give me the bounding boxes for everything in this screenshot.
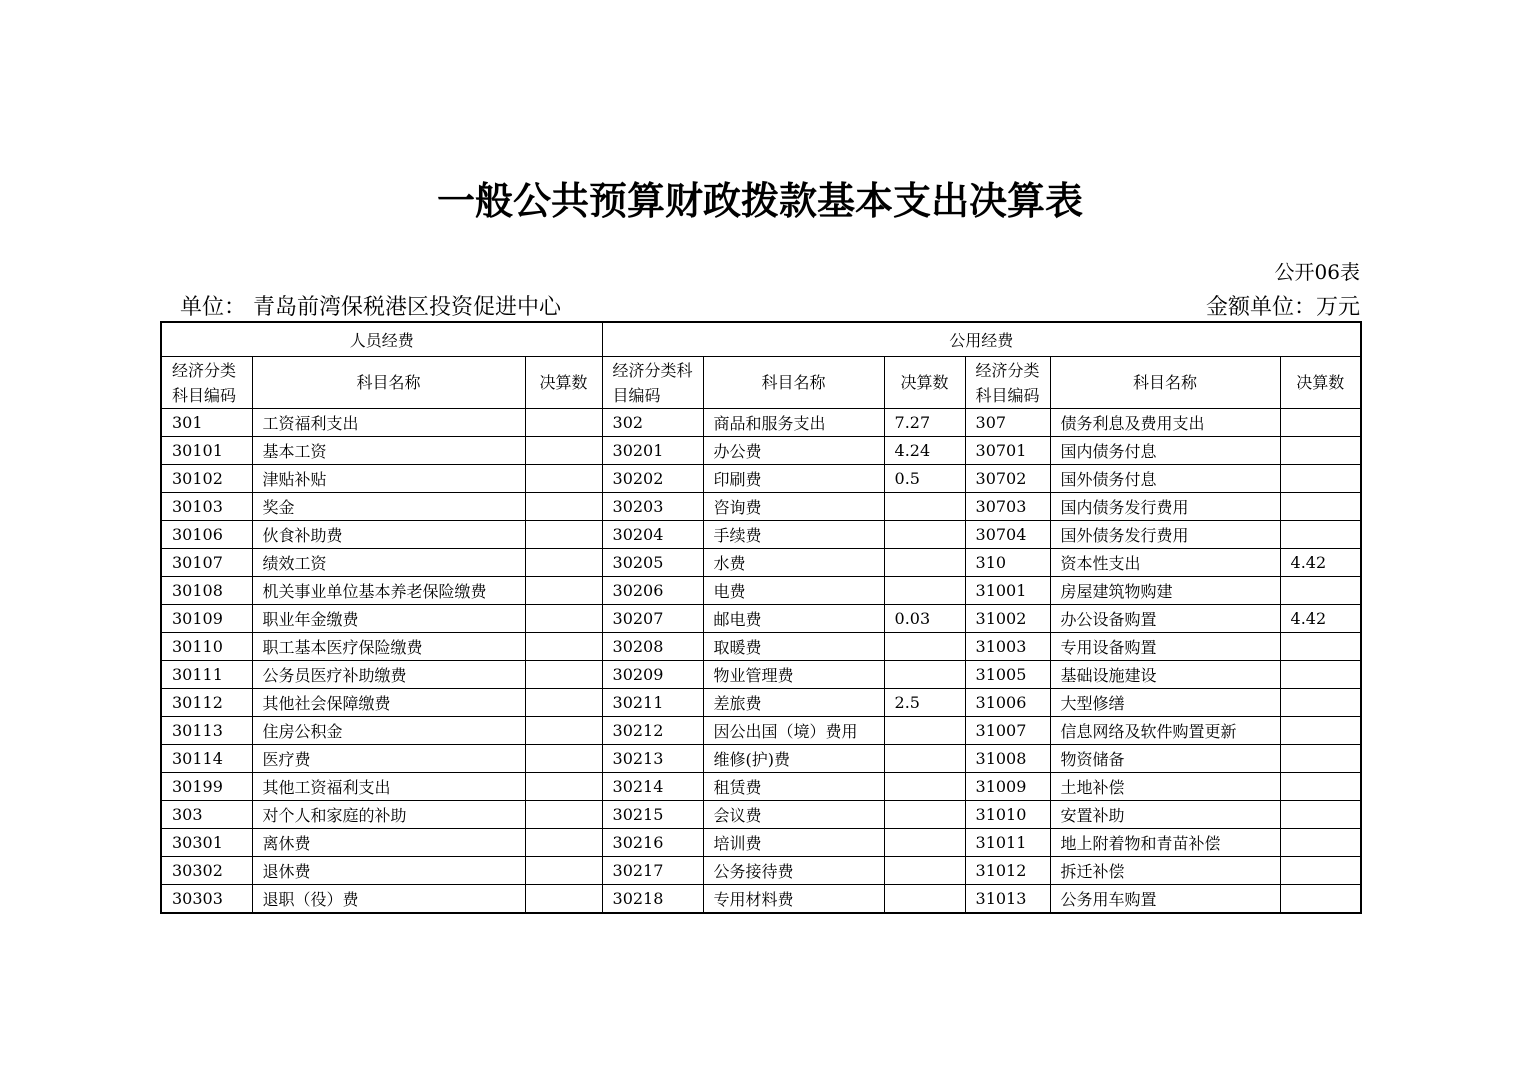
code-cell: 30101 xyxy=(161,437,252,465)
name-cell: 绩效工资 xyxy=(252,549,525,577)
code-cell: 303 xyxy=(161,801,252,829)
code-cell: 31010 xyxy=(965,801,1050,829)
name-cell: 办公设备购置 xyxy=(1050,605,1280,633)
code-cell: 30217 xyxy=(602,857,703,885)
name-cell: 伙食补助费 xyxy=(252,521,525,549)
code-cell: 30110 xyxy=(161,633,252,661)
name-cell: 对个人和家庭的补助 xyxy=(252,801,525,829)
code-cell: 30202 xyxy=(602,465,703,493)
name-cell: 电费 xyxy=(703,577,884,605)
name-cell: 资本性支出 xyxy=(1050,549,1280,577)
group-public: 公用经费 xyxy=(602,322,1361,357)
code-cell: 31001 xyxy=(965,577,1050,605)
name-cell: 公务接待费 xyxy=(703,857,884,885)
amount-cell xyxy=(1280,829,1361,857)
code-cell: 30207 xyxy=(602,605,703,633)
amount-cell xyxy=(1280,801,1361,829)
name-cell: 基本工资 xyxy=(252,437,525,465)
amount-cell xyxy=(1280,689,1361,717)
name-cell: 维修(护)费 xyxy=(703,745,884,773)
name-cell: 退休费 xyxy=(252,857,525,885)
code-cell: 30113 xyxy=(161,717,252,745)
name-cell: 水费 xyxy=(703,549,884,577)
code-cell: 30213 xyxy=(602,745,703,773)
table-row xyxy=(161,493,1361,521)
table-row xyxy=(161,661,1361,689)
name-cell: 因公出国（境）费用 xyxy=(703,717,884,745)
code-cell: 31002 xyxy=(965,605,1050,633)
header-amount: 决算数 xyxy=(884,357,965,409)
amount-cell xyxy=(525,465,602,493)
header-amount: 决算数 xyxy=(1280,357,1361,409)
name-cell: 离休费 xyxy=(252,829,525,857)
name-cell: 债务利息及费用支出 xyxy=(1050,409,1280,437)
amount-cell xyxy=(884,773,965,801)
group-header-row xyxy=(161,322,1361,357)
amount-cell xyxy=(1280,437,1361,465)
code-cell: 30216 xyxy=(602,829,703,857)
name-cell: 租赁费 xyxy=(703,773,884,801)
name-cell: 医疗费 xyxy=(252,745,525,773)
amount-cell xyxy=(525,605,602,633)
amount-cell xyxy=(525,549,602,577)
amount-cell xyxy=(1280,633,1361,661)
amount-cell xyxy=(1280,409,1361,437)
table-row xyxy=(161,689,1361,717)
amount-cell xyxy=(1280,577,1361,605)
name-cell: 差旅费 xyxy=(703,689,884,717)
amount-cell xyxy=(884,577,965,605)
amount-cell xyxy=(1280,885,1361,914)
code-cell: 30112 xyxy=(161,689,252,717)
amount-cell xyxy=(525,801,602,829)
amount-cell xyxy=(525,633,602,661)
code-cell: 31006 xyxy=(965,689,1050,717)
table-row xyxy=(161,465,1361,493)
code-cell: 30209 xyxy=(602,661,703,689)
amount-cell xyxy=(884,521,965,549)
group-personnel: 人员经费 xyxy=(161,322,602,357)
table-body xyxy=(161,409,1361,914)
code-cell: 30109 xyxy=(161,605,252,633)
name-cell: 国内债务付息 xyxy=(1050,437,1280,465)
code-cell: 301 xyxy=(161,409,252,437)
code-cell: 30106 xyxy=(161,521,252,549)
amount-cell xyxy=(525,577,602,605)
code-cell: 30201 xyxy=(602,437,703,465)
code-cell: 30199 xyxy=(161,773,252,801)
amount-cell: 7.27 xyxy=(884,409,965,437)
amount-cell xyxy=(884,549,965,577)
code-cell: 31013 xyxy=(965,885,1050,914)
amount-cell xyxy=(1280,857,1361,885)
table-row xyxy=(161,773,1361,801)
code-cell: 30215 xyxy=(602,801,703,829)
amount-cell xyxy=(525,745,602,773)
amount-cell xyxy=(884,857,965,885)
name-cell: 公务员医疗补助缴费 xyxy=(252,661,525,689)
name-cell: 会议费 xyxy=(703,801,884,829)
name-cell: 国内债务发行费用 xyxy=(1050,493,1280,521)
name-cell: 国外债务付息 xyxy=(1050,465,1280,493)
table-row xyxy=(161,605,1361,633)
header-amount: 决算数 xyxy=(525,357,602,409)
amount-cell xyxy=(1280,465,1361,493)
amount-cell xyxy=(525,885,602,914)
amount-cell xyxy=(1280,521,1361,549)
form-number: 公开06表 xyxy=(1274,260,1360,284)
name-cell: 物资储备 xyxy=(1050,745,1280,773)
amount-cell: 2.5 xyxy=(884,689,965,717)
table-row xyxy=(161,521,1361,549)
code-cell: 30214 xyxy=(602,773,703,801)
name-cell: 奖金 xyxy=(252,493,525,521)
table-row xyxy=(161,885,1361,914)
name-cell: 培训费 xyxy=(703,829,884,857)
name-cell: 取暖费 xyxy=(703,633,884,661)
code-cell: 30206 xyxy=(602,577,703,605)
name-cell: 地上附着物和青苗补偿 xyxy=(1050,829,1280,857)
name-cell: 商品和服务支出 xyxy=(703,409,884,437)
name-cell: 公务用车购置 xyxy=(1050,885,1280,914)
amount-unit: 金额单位：万元 xyxy=(1205,295,1360,320)
amount-cell xyxy=(884,885,965,914)
amount-cell xyxy=(525,661,602,689)
code-cell: 30703 xyxy=(965,493,1050,521)
name-cell: 办公费 xyxy=(703,437,884,465)
amount-cell xyxy=(525,689,602,717)
name-cell: 拆迁补偿 xyxy=(1050,857,1280,885)
name-cell: 物业管理费 xyxy=(703,661,884,689)
table-row xyxy=(161,857,1361,885)
code-cell: 30303 xyxy=(161,885,252,914)
code-cell: 30302 xyxy=(161,857,252,885)
amount-cell xyxy=(1280,773,1361,801)
table-row xyxy=(161,717,1361,745)
code-cell: 30107 xyxy=(161,549,252,577)
name-cell: 专用设备购置 xyxy=(1050,633,1280,661)
name-cell: 大型修缮 xyxy=(1050,689,1280,717)
name-cell: 津贴补贴 xyxy=(252,465,525,493)
table-row xyxy=(161,745,1361,773)
code-cell: 30108 xyxy=(161,577,252,605)
name-cell: 手续费 xyxy=(703,521,884,549)
amount-cell xyxy=(884,493,965,521)
name-cell: 信息网络及软件购置更新 xyxy=(1050,717,1280,745)
name-cell: 房屋建筑物购建 xyxy=(1050,577,1280,605)
code-cell: 30301 xyxy=(161,829,252,857)
name-cell: 其他工资福利支出 xyxy=(252,773,525,801)
code-cell: 30111 xyxy=(161,661,252,689)
header-code: 经济分类科目编码 xyxy=(965,357,1050,409)
table-row xyxy=(161,633,1361,661)
name-cell: 咨询费 xyxy=(703,493,884,521)
code-cell: 30704 xyxy=(965,521,1050,549)
amount-cell xyxy=(884,801,965,829)
code-cell: 30102 xyxy=(161,465,252,493)
header-name: 科目名称 xyxy=(1050,357,1280,409)
amount-cell xyxy=(525,829,602,857)
amount-cell: 4.42 xyxy=(1280,605,1361,633)
amount-cell: 0.5 xyxy=(884,465,965,493)
amount-cell xyxy=(1280,745,1361,773)
amount-cell xyxy=(884,745,965,773)
amount-cell xyxy=(884,717,965,745)
code-cell: 31012 xyxy=(965,857,1050,885)
amount-cell: 4.42 xyxy=(1280,549,1361,577)
amount-cell: 4.24 xyxy=(884,437,965,465)
unit-name: 单位： 青岛前湾保税港区投资促进中心 xyxy=(180,295,561,320)
code-cell: 31008 xyxy=(965,745,1050,773)
code-cell: 30208 xyxy=(602,633,703,661)
code-cell: 31005 xyxy=(965,661,1050,689)
name-cell: 退职（役）费 xyxy=(252,885,525,914)
code-cell: 31003 xyxy=(965,633,1050,661)
code-cell: 30212 xyxy=(602,717,703,745)
name-cell: 安置补助 xyxy=(1050,801,1280,829)
table-row xyxy=(161,577,1361,605)
amount-cell xyxy=(884,661,965,689)
name-cell: 职工基本医疗保险缴费 xyxy=(252,633,525,661)
name-cell: 工资福利支出 xyxy=(252,409,525,437)
amount-cell xyxy=(525,493,602,521)
column-header-row xyxy=(161,357,1361,409)
code-cell: 31007 xyxy=(965,717,1050,745)
code-cell: 30103 xyxy=(161,493,252,521)
name-cell: 其他社会保障缴费 xyxy=(252,689,525,717)
table-row xyxy=(161,549,1361,577)
code-cell: 30701 xyxy=(965,437,1050,465)
code-cell: 31009 xyxy=(965,773,1050,801)
amount-cell xyxy=(525,437,602,465)
code-cell: 30114 xyxy=(161,745,252,773)
name-cell: 机关事业单位基本养老保险缴费 xyxy=(252,577,525,605)
header-code: 经济分类科目编码 xyxy=(602,357,703,409)
name-cell: 邮电费 xyxy=(703,605,884,633)
amount-cell xyxy=(525,717,602,745)
name-cell: 基础设施建设 xyxy=(1050,661,1280,689)
amount-cell xyxy=(525,521,602,549)
code-cell: 310 xyxy=(965,549,1050,577)
name-cell: 职业年金缴费 xyxy=(252,605,525,633)
name-cell: 印刷费 xyxy=(703,465,884,493)
page-title: 一般公共预算财政拨款基本支出决算表 xyxy=(436,179,1083,223)
name-cell: 专用材料费 xyxy=(703,885,884,914)
code-cell: 30211 xyxy=(602,689,703,717)
code-cell: 30205 xyxy=(602,549,703,577)
code-cell: 30203 xyxy=(602,493,703,521)
name-cell: 住房公积金 xyxy=(252,717,525,745)
table-row xyxy=(161,829,1361,857)
code-cell: 30204 xyxy=(602,521,703,549)
amount-cell xyxy=(884,829,965,857)
amount-cell xyxy=(1280,493,1361,521)
code-cell: 31011 xyxy=(965,829,1050,857)
table-row xyxy=(161,409,1361,437)
amount-cell xyxy=(1280,661,1361,689)
header-code: 经济分类科目编码 xyxy=(161,357,252,409)
amount-cell xyxy=(1280,717,1361,745)
code-cell: 30218 xyxy=(602,885,703,914)
header-name: 科目名称 xyxy=(252,357,525,409)
code-cell: 30702 xyxy=(965,465,1050,493)
amount-cell xyxy=(525,409,602,437)
code-cell: 302 xyxy=(602,409,703,437)
table-row xyxy=(161,437,1361,465)
amount-cell: 0.03 xyxy=(884,605,965,633)
amount-cell xyxy=(884,633,965,661)
name-cell: 国外债务发行费用 xyxy=(1050,521,1280,549)
amount-cell xyxy=(525,773,602,801)
header-name: 科目名称 xyxy=(703,357,884,409)
code-cell: 307 xyxy=(965,409,1050,437)
name-cell: 土地补偿 xyxy=(1050,773,1280,801)
amount-cell xyxy=(525,857,602,885)
budget-table xyxy=(160,321,1362,914)
table-row xyxy=(161,801,1361,829)
